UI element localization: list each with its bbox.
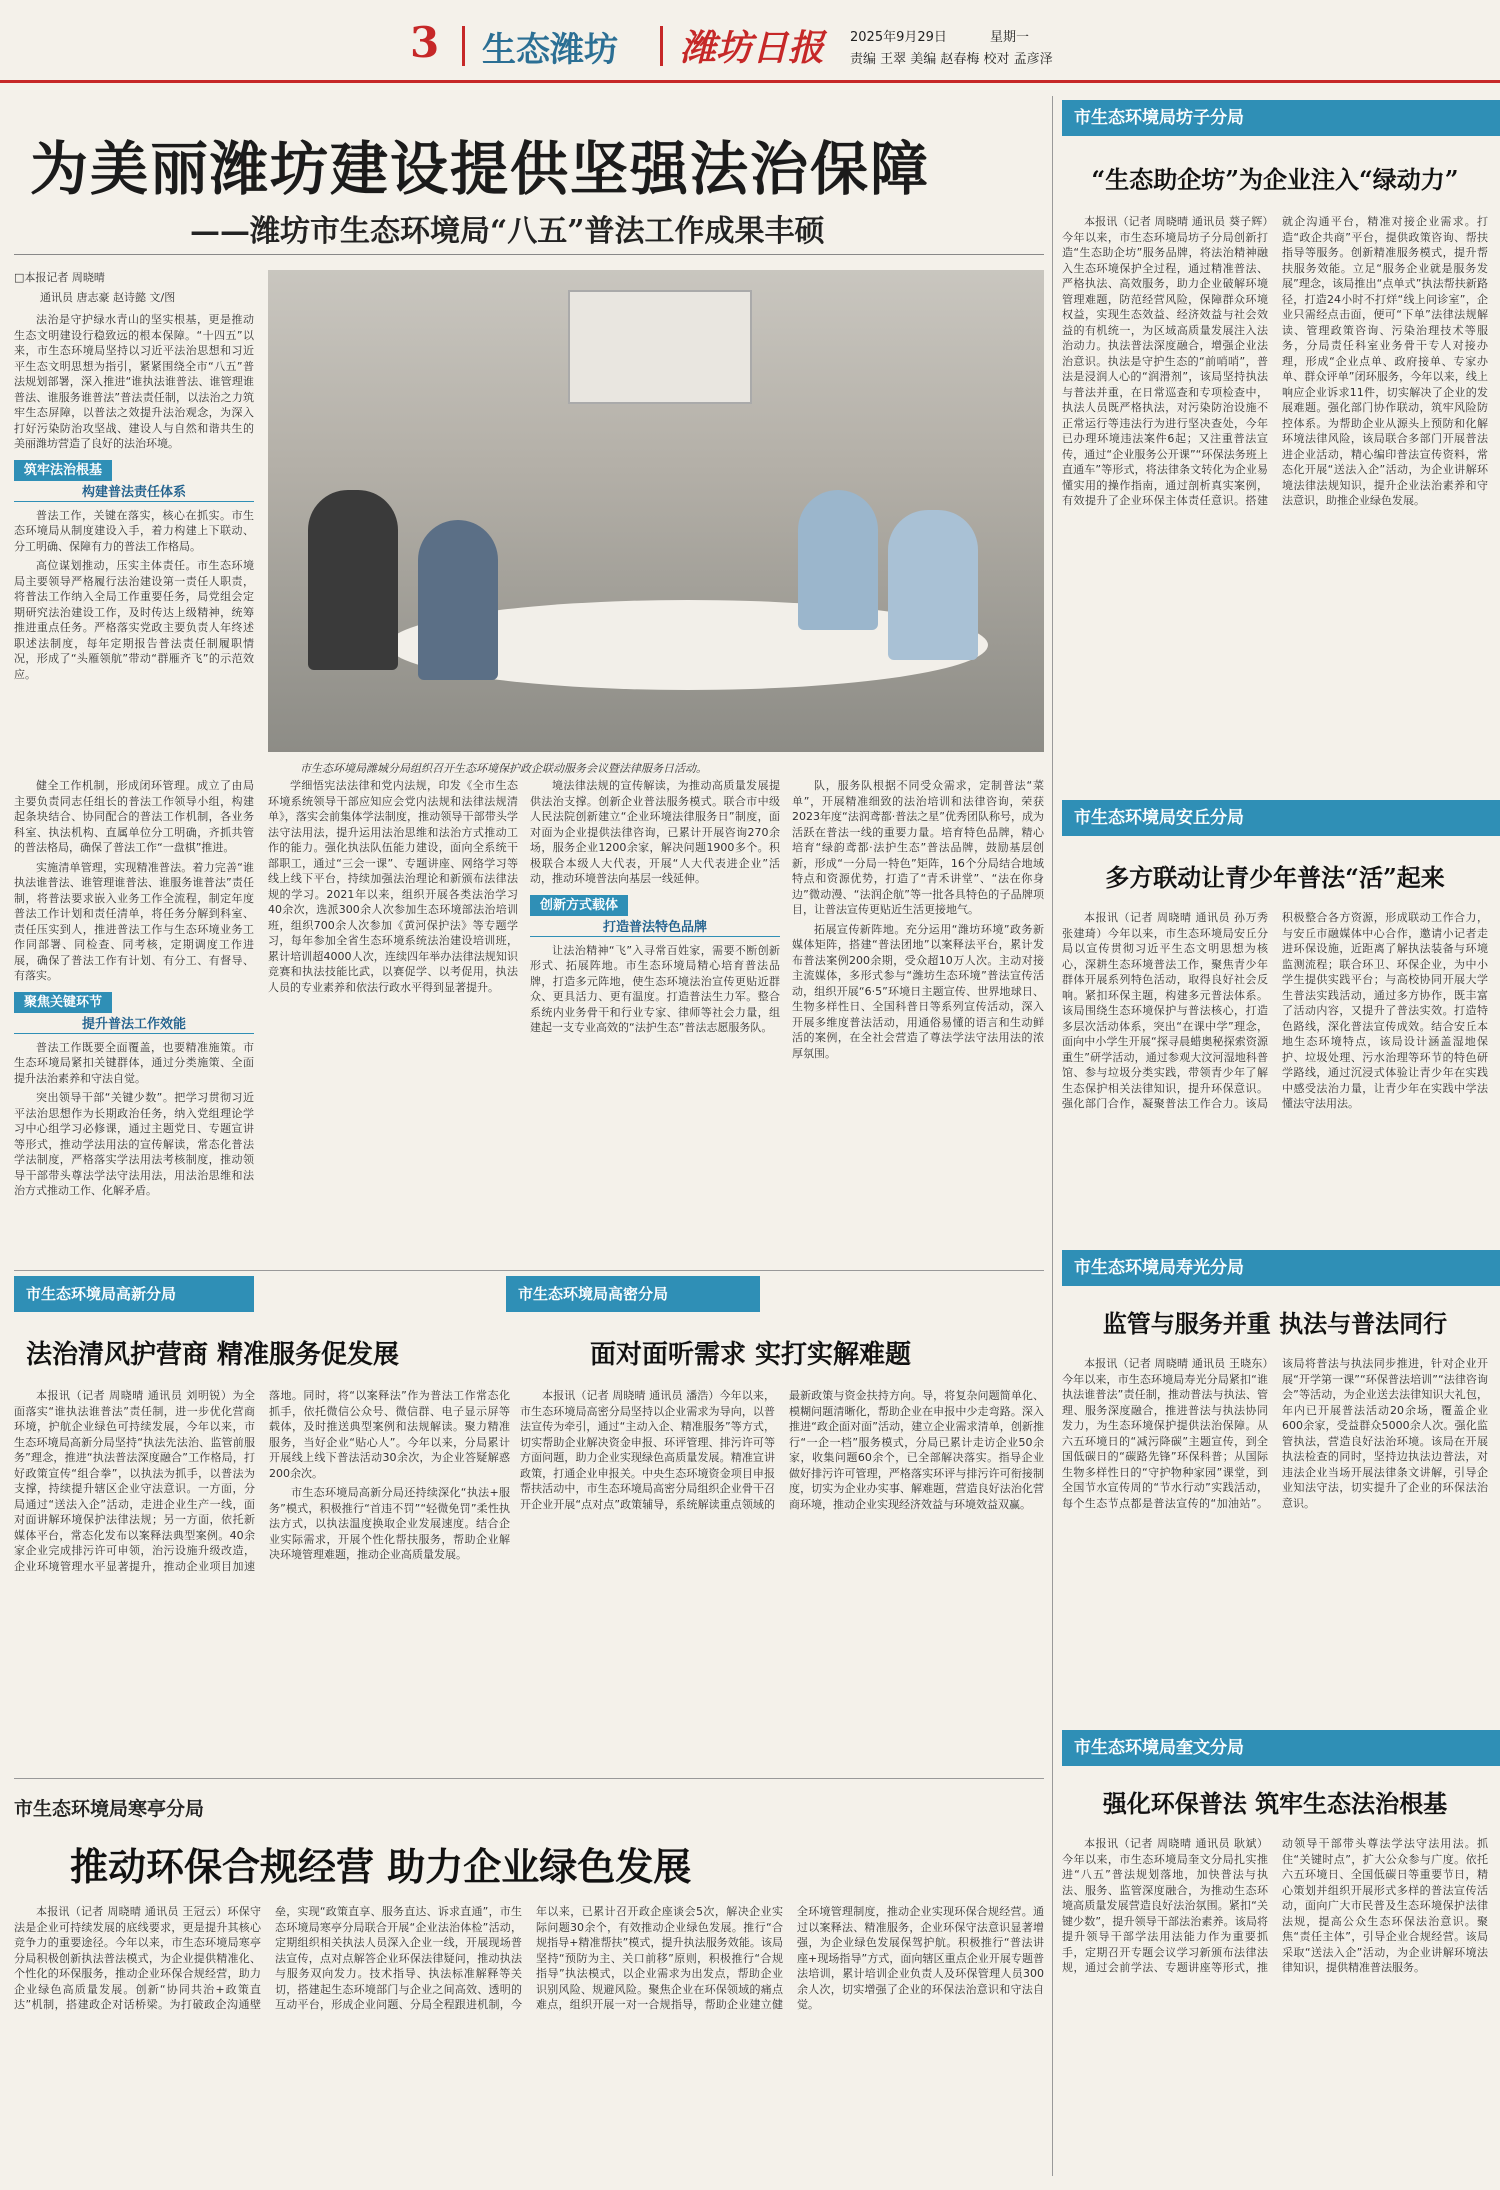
fangzi-banner: 市生态环境局坊子分局 bbox=[1062, 100, 1500, 136]
shouguang-banner: 市生态环境局寿光分局 bbox=[1062, 1250, 1500, 1286]
middle-rule bbox=[14, 1270, 1044, 1271]
lead-headline: 为美丽潍坊建设提供坚强法治保障 bbox=[30, 135, 931, 203]
issue-date: 2025年9月29日 bbox=[850, 30, 947, 45]
fangzi-body bbox=[1062, 214, 1488, 786]
header-divider bbox=[462, 26, 465, 66]
attendee-figure-1 bbox=[308, 490, 398, 670]
lead-photo bbox=[268, 270, 1044, 752]
anqiu-body bbox=[1062, 910, 1488, 1240]
hanting-body bbox=[14, 1904, 1044, 2180]
section-name: 生态潍坊 bbox=[482, 30, 618, 70]
gaoxin-body bbox=[14, 1388, 510, 1768]
section-subheading-1: 构建普法责任体系 bbox=[14, 485, 254, 502]
lead-col2-text: 学细悟宪法法律和党内法规，印发《全市生态环境系统领导干部应知应会党内法规和法律法规清单》，落实会前集体学法制度，推动领导干部带头学法守法用法，提升运用法治思维和法治方式推动工作的能力。强化执法队伍能力建设，面向全系统干部职工，通过“三会一课”、专题讲座、网络学习等线上线下平台，持续加强法治理论和新颁布法律法规的学习。2021年以来，组织开展各类法治学习40余次，选派300余人次参加生态环境部法治培训班，组织700余人次参加《黄河保护法》等专题学习，每年参加全省生态环境系统法治建设培训班，累计培训超4000人次，连续四年举办法律法规知识竞赛和执法技能比武，以赛促学、以考促用，执法人员的专业素养和依法行政水平得到显著提升。 bbox=[268, 779, 518, 994]
kuiwen-body-text: 本报讯（记者 周晓晴 通讯员 耿斌）今年以来，市生态环境局奎文分局扎实推进“八五”普法规划落地，加快普法与执法、服务、监管深度融合，为推动生态环境高质量发展营造良好法治氛围。紧扣“关键少数”，提升领导干部法治素养。该局将提升领导干部学法用法能力作为重要抓手，定期召开专题会议学习新颁布法律法规，通过会前学法、专题讲座等形式，推动领导干部带头尊法学法守法用法。抓住“关键时点”，扩大公众参与广度。依托六五环境日、全国低碳日等重要节日，精心策划并组织开展形式多样的普法宣传活动，面向广大市民普及生态环境保护法律法规，提高公众生态环保法治意识。聚焦“责任主体”，引导企业合规经营。该局采取“送法入企”活动，为企业讲解环境法律知识，提供精准普法服务。 bbox=[1062, 1837, 1488, 1974]
section-heading-3: 创新方式载体 bbox=[530, 895, 628, 917]
fangzi-body-text: 本报讯（记者 周晓晴 通讯员 葵子辉）今年以来，市生态环境局坊子分局创新打造“生态助企坊”服务品牌，将法治精神融入生态环境保护全过程，通过精准普法、严格执法、高效服务，助力企业破解环境管理难题，防范经营风险，保障群众环境权益，实现生态效益、经济效益与社会效益的有机统一，为区域高质量发展注入法治动力。执法普法深度融合，增强企业法治意识。执法是守护生态的“前哨哨”，普法是浸润人心的“润滑剂”，该局坚持执法与普法并重，在日常巡查和专项检查中，执法人员既严格执法，对污染防治设施不正常运行等违法行为进行坚决查处，今年已办理环境违法案件6起；又注重普法宣传，通过“企业服务公开课”“环保法务班上直通车”等形式，将法律条文转化为企业易懂实用的操作指南，通过剖析真实案例，有效提升了企业环保主体责任意识。搭建就企沟通平台，精准对接企业需求。打造“政企共商”平台，提供政策咨询、帮扶指导等服务。创新精准服务模式，提升帮扶服务效能。立足“服务企业就是服务发展”理念，该局推出“点单式”执法帮扶新路径，打造24小时不打烊“线上问诊室”，企业只需经点击面，便可“下单”法律法规解读、管理政策咨询、污染治理技术等服务，分局责任科室业务骨干专人对接办理，形成“企业点单、政府接单、专家办单、群众评单”闭环服务，今年以来，线上响应企业诉求11件，切实解决了企业的发展难题。强化部门协作联动，筑牢风险防控体系。为帮助企业从源头上预防和化解环境法律风险，该局联合多部门开展普法进企业活动，精心编印普法宣传资料，常态化开展“送法入企”活动，为企业讲解环境法律法规知识，提升企业法治素养和守法意识，助推企业绿色发展。 bbox=[1062, 215, 1488, 507]
lead-s1-p3: 健全工作机制，形成闭环管理。成立了由局主要负责同志任组长的普法工作领导小组，构建起条块结合、协同配合的普法工作机制，各业务科室、执法机构、直属单位分工明确，齐抓共管的普法格局，确保了普法工作“一盘棋”推进。 bbox=[14, 779, 254, 854]
lead-s1-p2: 高位谋划推动，压实主体责任。市生态环境局主要领导严格履行法治建设第一责任人职责，将普法工作纳入全局工作重要任务，局党组会定期研究法治建设工作，及时传达上级精神，统筹推进重点任务。严格落实党政主要负责人年终述职述法制度，每年定期报告普法责任制履职情况，形成了“头雁领航”带动“群雁齐飞”的示范效应。 bbox=[14, 559, 254, 681]
gaomi-body-text: 本报讯（记者 周晓晴 通讯员 潘浩）今年以来，市生态环境局高密分局坚持以企业需求为导向，以普法宣传为牵引，通过“主动入企、精准服务”等方式，切实帮助企业解决资金申报、环评管理、排污许可等方面问题，助力企业实现绿色高质量发展。精准宣讲政策，打通企业申报关。中央生态环境资金项目申报帮扶活动中，市生态环境局高密分局组织企业骨干召开企业开展“点对点”政策辅导，系统解读重点领域的最新政策与资金扶持方向。导，将复杂问题简单化、模糊问题清晰化，帮助企业在申报中少走弯路。深入推进“政企面对面”活动，建立企业需求清单，创新推行“一企一档”服务模式，分局已累计走访企业50余家，收集问题60余个，已全部解决落实。指导企业做好排污许可管理，严格落实环评与排污许可衔接制度，切实为企业办实事、解难题，营造良好法治化营商环境，推动企业实现经济效益与环境效益双赢。 bbox=[520, 1389, 1044, 1511]
projection-screen bbox=[568, 290, 752, 404]
header-rule bbox=[0, 80, 1500, 83]
attendee-figure-3 bbox=[798, 490, 878, 630]
gaoxin-body-text-2: 市生态环境局高新分局还持续深化“执法+服务”模式，积极推行“首违不罚”“轻微免罚”柔性执法方式，以执法温度换取企业发展速度。结合企业实际需求，开展个性化帮扶服务，帮助企业解决环境管理难题，推动企业高质量发展。 bbox=[269, 1486, 510, 1561]
right-divider bbox=[1052, 96, 1053, 2176]
lead-col1-lower bbox=[14, 778, 254, 1203]
section-heading-1: 筑牢法治根基 bbox=[14, 460, 112, 482]
lead-col3 bbox=[530, 778, 780, 1040]
lead-col3-text: 境法律法规的宣传解读，为推动高质量发展提供法治支撑。创新企业普法服务模式。联合市中级人民法院创新建立“企业环境法律服务日”制度，面对面为企业提供法律咨询，已累计开展咨询270余场，服务企业1200余家，解决问题1900多个。积极联合本级人大代表，开展“人大代表进企业”活动，推动环境普法向基层一线延伸。 bbox=[530, 779, 780, 885]
attendee-figure-2 bbox=[418, 520, 498, 680]
gaoxin-body-text: 本报讯（记者 周晓晴 通讯员 刘明锐）为全面落实“谁执法谁普法”责任制，进一步优化营商环境，护航企业绿色可持续发展，今年以来，市生态环境局高新分局坚持“执法先法治、监管前服务”理念，推进“执法普法深度融合”工作格局，打好政策宣传“组合拳”，以执法为抓手，以普法为支撑，持续提升辖区企业守法意识。一方面，分局通过“送法入企”活动，走进企业生产一线，面对面讲解环境保护法律法规；另一方面，依托新媒体平台，常态化发布以案释法典型案例。40余家企业完成排污许可申领，治污设施升级改造，企业环境管理水平显著提升，推动企业项目加速落地。同时，将“以案释法”作为普法工作常态化抓手，依托微信公众号、微信群、电子显示屏等载体，及时推送典型案例和法规解读。聚力精准服务，当好企业“贴心人”。今年以来，分局累计开展线上线下普法活动30余次，为企业答疑解惑200余次。 bbox=[14, 1389, 510, 1573]
editor-credits: 责编 王翠 美编 赵春梅 校对 孟彦泽 bbox=[850, 52, 1053, 67]
issue-weekday: 星期一 bbox=[990, 30, 1030, 45]
lead-s2-p1: 普法工作既要全面覆盖，也要精准施策。市生态环境局紧扣关键群体，通过分类施策、全面提升法治素养和守法自觉。 bbox=[14, 1040, 254, 1085]
hanting-body-text: 本报讯（记者 周晓晴 通讯员 王冠云）环保守法是企业可持续发展的底线要求，更是提升其核心竞争力的重要途径。今年以来，市生态环境局寒亭分局积极创新执法普法模式，为企业提供精准化、个性化的环保服务，推动企业环保合规经营，助力企业绿色高质量发展。创新“协同共治+政策直达”机制，搭建政企对话桥梁。为打破政企沟通壁垒，实现“政策直享、服务直达、诉求直通”，市生态环境局寒亭分局联合开展“企业法治体检”活动，定期组织相关执法人员深入企业一线，开展现场普法宣传，点对点解答企业环保法律疑问，推动执法与服务双向发力。技术指导、执法标准解释等关切，搭建起生态环境部门与企业之间高效、透明的互动平台，形成企业问题、分局全程跟进机制，今年以来，已累计召开政企座谈会5次，解决企业实际问题30余个，有效推动企业绿色发展。推行“合规指导+精准帮扶”模式，提升执法服务效能。该局坚持“预防为主、关口前移”原则，积极推行“合规指导”执法模式，以企业需求为出发点，帮助企业识别风险、规避风险。聚焦企业在环保领域的痛点难点，组织开展一对一合规指导，帮助企业建立健全环境管理制度，推动企业实现环保合规经营。通过以案释法、精准服务，企业环保守法意识显著增强，为企业绿色发展保驾护航。积极推行“普法讲座+现场指导”方式，面向辖区重点企业开展专题普法培训，累计培训企业负责人及环保管理人员300余人次，切实增强了企业的环保法治意识和守法自觉。 bbox=[14, 1905, 1044, 2011]
lead-s1-p1: 普法工作，关键在落实，核心在抓实。市生态环境局从制度建设入手，着力构建上下联动、分工明确、保障有力的普法工作格局。 bbox=[14, 508, 254, 553]
kuiwen-body bbox=[1062, 1836, 1488, 2180]
anqiu-body-text: 本报讯（记者 周晓晴 通讯员 孙万秀 张建琦）今年以来，市生态环境局安丘分局以宣传贯彻习近平生态文明思想为核心，深耕生态环境普法工作，聚焦青少年群体开展系列特色活动，取得良好社会反响。紧扣环保主题，构建多元普法体系。该局围绕生态环境保护与普法核心，打造多层次活动体系，突出“在课中学”理念，面向中小学生开展“探寻晨蜡奥秘探索资源重生”研学活动，通过参观大汶河湿地科普馆、参与垃圾分类实践，带领青少年了解生态保护相关法律知识，提升环保意识。强化部门合作，凝聚普法工作合力。该局积极整合各方资源，形成联动工作合力，与安丘市融媒体中心合作，邀请小记者走进环保设施，近距离了解执法装备与环境监测流程；联合环卫、环保企业，为中小学生提供实践平台；与高校协同开展大学生普法实践活动，通过多方协作，既丰富了活动内容，又提升了普法实效。打造特色路线，深化普法宣传成效。结合安丘本地生态环境特点，该局设计涵盖湿地保护、垃圾处理、污水治理等环节的特色研学路线，通过沉浸式体验让青少年在实践中感受法治力量，让青少年在实践中学法懂法守法用法。 bbox=[1062, 911, 1488, 1110]
gaomi-headline: 面对面听需求 实打实解难题 bbox=[590, 1340, 912, 1370]
masthead bbox=[0, 0, 1500, 78]
newspaper-logo: 潍坊日报 bbox=[680, 27, 825, 69]
anqiu-headline: 多方联动让青少年普法“活”起来 bbox=[1105, 863, 1445, 892]
lead-col4b-text: 拓展宣传新阵地。充分运用“潍坊环境”政务新媒体矩阵，搭建“普法团地”以案释法平台，累计发布普法案例200余期，受众超10万人次。主动对接主流媒体，多形式参与“潍坊生态环境”普法宣传活动，组织开展“6·5”环境日主题宣传、世界地球日、生物多样性日、全国科普日等系列宣传活动，深入开展多维度普法活动，用通俗易懂的语言和生动鲜活的案例，在全社会营造了尊法学法守法用法的浓厚氛围。 bbox=[792, 922, 1044, 1060]
header-divider-2 bbox=[660, 26, 663, 66]
shouguang-body bbox=[1062, 1356, 1488, 1716]
hanting-banner: 市生态环境局寒亭分局 bbox=[14, 1798, 205, 1820]
lower-rule bbox=[14, 1778, 1044, 1779]
lead-intro-text: 法治是守护绿水青山的坚实根基，更是推动生态文明建设行稳致远的根本保障。“十四五”以来，市生态环境局坚持以习近平法治思想和习近平生态文明思想为指引，紧紧围绕全市“八五”普法规划部署，深入推进“谁执法谁普法、谁管理谁普法、谁服务谁普法”普法责任制，以法治之力筑牢生态屏障，以普法之效提升法治观念，为深入打好污染防治攻坚战、建设人与自然和谐共生的美丽潍坊营造了良好的法治环境。 bbox=[14, 313, 254, 450]
gaoxin-headline: 法治清风护营商 精准服务促发展 bbox=[26, 1340, 400, 1370]
lead-s1-p4: 实施清单管理，实现精准普法。着力完善“谁执法谁普法、谁管理谁普法、谁服务谁普法”责任制，将普法要求嵌入业务工作全流程，制定年度普法工作计划和责任清单，将任务分解到科室、责任压实到人，推进普法工作与生态环境业务工作同部署、同检查、同考核，定期调度工作进展，确保了普法工作有计划、有分工、有督导、有落实。 bbox=[14, 860, 254, 982]
section-heading-2: 聚焦关键环节 bbox=[14, 992, 112, 1014]
section-subheading-2: 提升普法工作效能 bbox=[14, 1017, 254, 1034]
lead-col3b-text: 让法治精神“飞”入寻常百姓家，需要不断创新形式、拓展阵地。市生态环境局精心培育普法品牌，打造多元阵地，使生态环境法治宣传更贴近群众、更具活力、更有温度。打造普法生力军。整合系统内业务骨干和行业专家、律师等社会力量，组建起一支专业高效的“法护生态”普法志愿服务队。 bbox=[530, 943, 780, 1034]
section-subheading-3: 打造普法特色品牌 bbox=[530, 920, 780, 937]
shouguang-headline: 监管与服务并重 执法与普法同行 bbox=[1102, 1309, 1448, 1338]
kuiwen-headline: 强化环保普法 筑牢生态法治根基 bbox=[1102, 1789, 1448, 1818]
hanting-headline: 推动环保合规经营 助力企业绿色发展 bbox=[70, 1844, 692, 1889]
lead-col2 bbox=[268, 778, 518, 999]
lead-s2-p2: 突出领导干部“关键少数”。把学习贯彻习近平法治思想作为长期政治任务，纳入党组理论学习中心组学习必修课，通过主题党日、专题宣讲等形式，推动学法用法的宣传解读，常态化普法学法制度，严格落实学法用法考核制度，推动领导干部带头尊法学法守法用法，用法治思维和法治方式推动工作、化解矛盾。 bbox=[14, 1091, 254, 1197]
page-number: 3 bbox=[410, 18, 440, 67]
lead-byline-reporter: □本报记者 周晓晴 bbox=[14, 271, 105, 284]
shouguang-body-text: 本报讯（记者 周晓晴 通讯员 王晓东）今年以来，市生态环境局寿光分局紧扣“谁执法谁普法”责任制，推动普法与执法、管理、服务深度融合，推进普法与执法协同发力，为生态环境保护提供法治保障。从六五环境日的“减污降碳”主题宣传，到全国低碳日的“碳路先锋”环保科普；从国际生物多样性日的“守护物种家园”课堂，到全国节水宣传周的“节水行动”实践活动，每个生态节点都是普法宣传的“加油站”。该局将普法与执法同步推进，针对企业开展“开学第一课”“环保普法培训”“法律咨询会”等活动，为企业送去法律知识大礼包，年内已开展普法活动20余场，覆盖企业600余家，受益群众5000余人次。强化监管执法，营造良好法治环境。该局在开展执法检查的同时，坚持边执法边普法，对违法企业当场开展法律条文讲解，引导企业知法守法，切实提升了企业的环保法治意识。 bbox=[1062, 1357, 1488, 1510]
fangzi-headline: “生态助企坊”为企业注入“绿动力” bbox=[1091, 165, 1459, 194]
lead-byline-contributors: 通讯员 唐志豪 赵诗懿 文/图 bbox=[40, 291, 176, 304]
gaomi-banner: 市生态环境局高密分局 bbox=[506, 1276, 760, 1312]
anqiu-banner: 市生态环境局安丘分局 bbox=[1062, 800, 1500, 836]
lead-subheadline: ——潍坊市生态环境局“八五”普法工作成果丰硕 bbox=[190, 214, 825, 249]
photo-caption: 市生态环境局潍城分局组织召开生态环境保护政企联动服务会议暨法律服务日活动。 bbox=[300, 762, 707, 775]
lead-col4 bbox=[792, 778, 1044, 1065]
lead-col4-text: 队，服务队根据不同受众需求，定制普法“菜单”，开展精准细致的法治培训和法律咨询，荣获2023年度“法润鸢都·普法之星”优秀团队称号，成为活跃在普法一线的重要力量。培育特色品牌，精心培育“绿韵鸢都·法护生态”普法品牌，鼓励基层创新，形成“一分局一特色”矩阵，16个分局结合地域特点和资源优势，打造了“青禾讲堂”、“法在你身边”微动漫、“法润企航”等一批各具特色的子品牌项目，让普法宣传更贴近生活更接地气。 bbox=[792, 779, 1044, 916]
lead-intro bbox=[14, 312, 254, 686]
gaomi-body bbox=[520, 1388, 1044, 1768]
gaoxin-banner: 市生态环境局高新分局 bbox=[14, 1276, 254, 1312]
lead-rule bbox=[14, 254, 1044, 255]
attendee-figure-4 bbox=[888, 510, 978, 660]
kuiwen-banner: 市生态环境局奎文分局 bbox=[1062, 1730, 1500, 1766]
